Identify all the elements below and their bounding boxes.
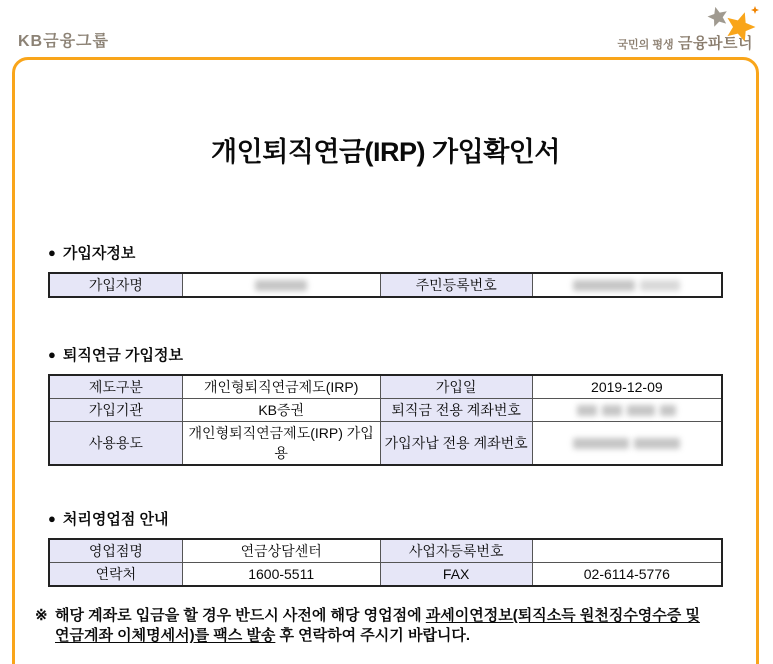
subscriber-ssn-value — [532, 273, 722, 297]
business-reg-value — [532, 539, 722, 563]
redacted-value — [187, 277, 376, 294]
enroll-date-value: 2019-12-09 — [532, 375, 722, 399]
branch-name-label: 영업점명 — [49, 539, 182, 563]
bullet-icon: ● — [48, 511, 56, 526]
plan-type-value: 개인형퇴직연금제도(IRP) — [182, 375, 380, 399]
slogan-prefix: 국민의 평생 — [617, 39, 674, 51]
personal-account-value — [532, 422, 722, 466]
contact-label: 연락처 — [49, 563, 182, 587]
table-row — [49, 563, 722, 587]
footnote-text — [55, 606, 723, 646]
subscriber-table — [48, 272, 723, 298]
section-heading-subscriber — [48, 242, 723, 265]
bullet-icon: ● — [48, 347, 56, 362]
footnote-part2: 후 연락하여 주시기 바랍니다. — [275, 627, 471, 644]
table-row — [49, 399, 722, 422]
footnote — [35, 606, 723, 646]
enroll-date-label: 가입일 — [380, 375, 532, 399]
certificate-sheet — [12, 57, 759, 664]
table-row — [49, 273, 722, 297]
kb-group-logo: KB금융그룹 — [18, 33, 109, 50]
footnote-underlined1: 과세이연정보(퇴직소득 원천징수영수증 및 — [425, 607, 700, 624]
footnote-part1: 해당 계좌로 입금을 할 경우 반드시 사전에 해당 영업점에 — [55, 607, 426, 624]
institution-label: 가입기관 — [49, 399, 182, 422]
table-row — [49, 539, 722, 563]
redacted-value — [537, 277, 717, 294]
section-heading-branch — [48, 508, 723, 531]
footnote-underlined2: 연금계좌 이체명세서)를 팩스 발송 — [55, 627, 276, 644]
kb-slogan-logo — [603, 2, 763, 54]
plan-type-label: 제도구분 — [49, 375, 182, 399]
business-reg-label: 사업자등록번호 — [380, 539, 532, 563]
institution-value: KB증권 — [182, 399, 380, 422]
section-heading-label: 처리영업점 안내 — [62, 511, 169, 528]
section-heading-pension — [48, 344, 723, 367]
pension-table — [48, 374, 723, 466]
subscriber-ssn-label: 주민등록번호 — [380, 273, 532, 297]
table-row — [49, 422, 722, 466]
redacted-value — [537, 435, 717, 452]
footnote-marker: ※ — [35, 607, 48, 624]
slogan-text — [617, 32, 753, 53]
severance-account-label: 퇴직금 전용 계좌번호 — [380, 399, 532, 422]
usage-value: 개인형퇴직연금제도(IRP) 가입용 — [182, 422, 380, 466]
fax-label: FAX — [380, 563, 532, 587]
fax-value: 02-6114-5776 — [532, 563, 722, 587]
contact-value: 1600-5511 — [182, 563, 380, 587]
branch-name-value: 연금상담센터 — [182, 539, 380, 563]
table-row — [49, 375, 722, 399]
severance-account-value — [532, 399, 722, 422]
document-title: 개인퇴직연금(IRP) 가입확인서 — [211, 137, 560, 167]
usage-label: 사용용도 — [49, 422, 182, 466]
subscriber-name-label: 가입자명 — [49, 273, 182, 297]
redacted-value — [537, 402, 717, 419]
section-heading-label: 퇴직연금 가입정보 — [62, 347, 183, 364]
personal-account-label: 가입자납 전용 계좌번호 — [380, 422, 532, 466]
branch-table — [48, 538, 723, 587]
subscriber-name-value — [182, 273, 380, 297]
bullet-icon: ● — [48, 245, 56, 260]
slogan-main: 금융파트너 — [678, 35, 753, 52]
section-heading-label: 가입자정보 — [62, 245, 136, 262]
